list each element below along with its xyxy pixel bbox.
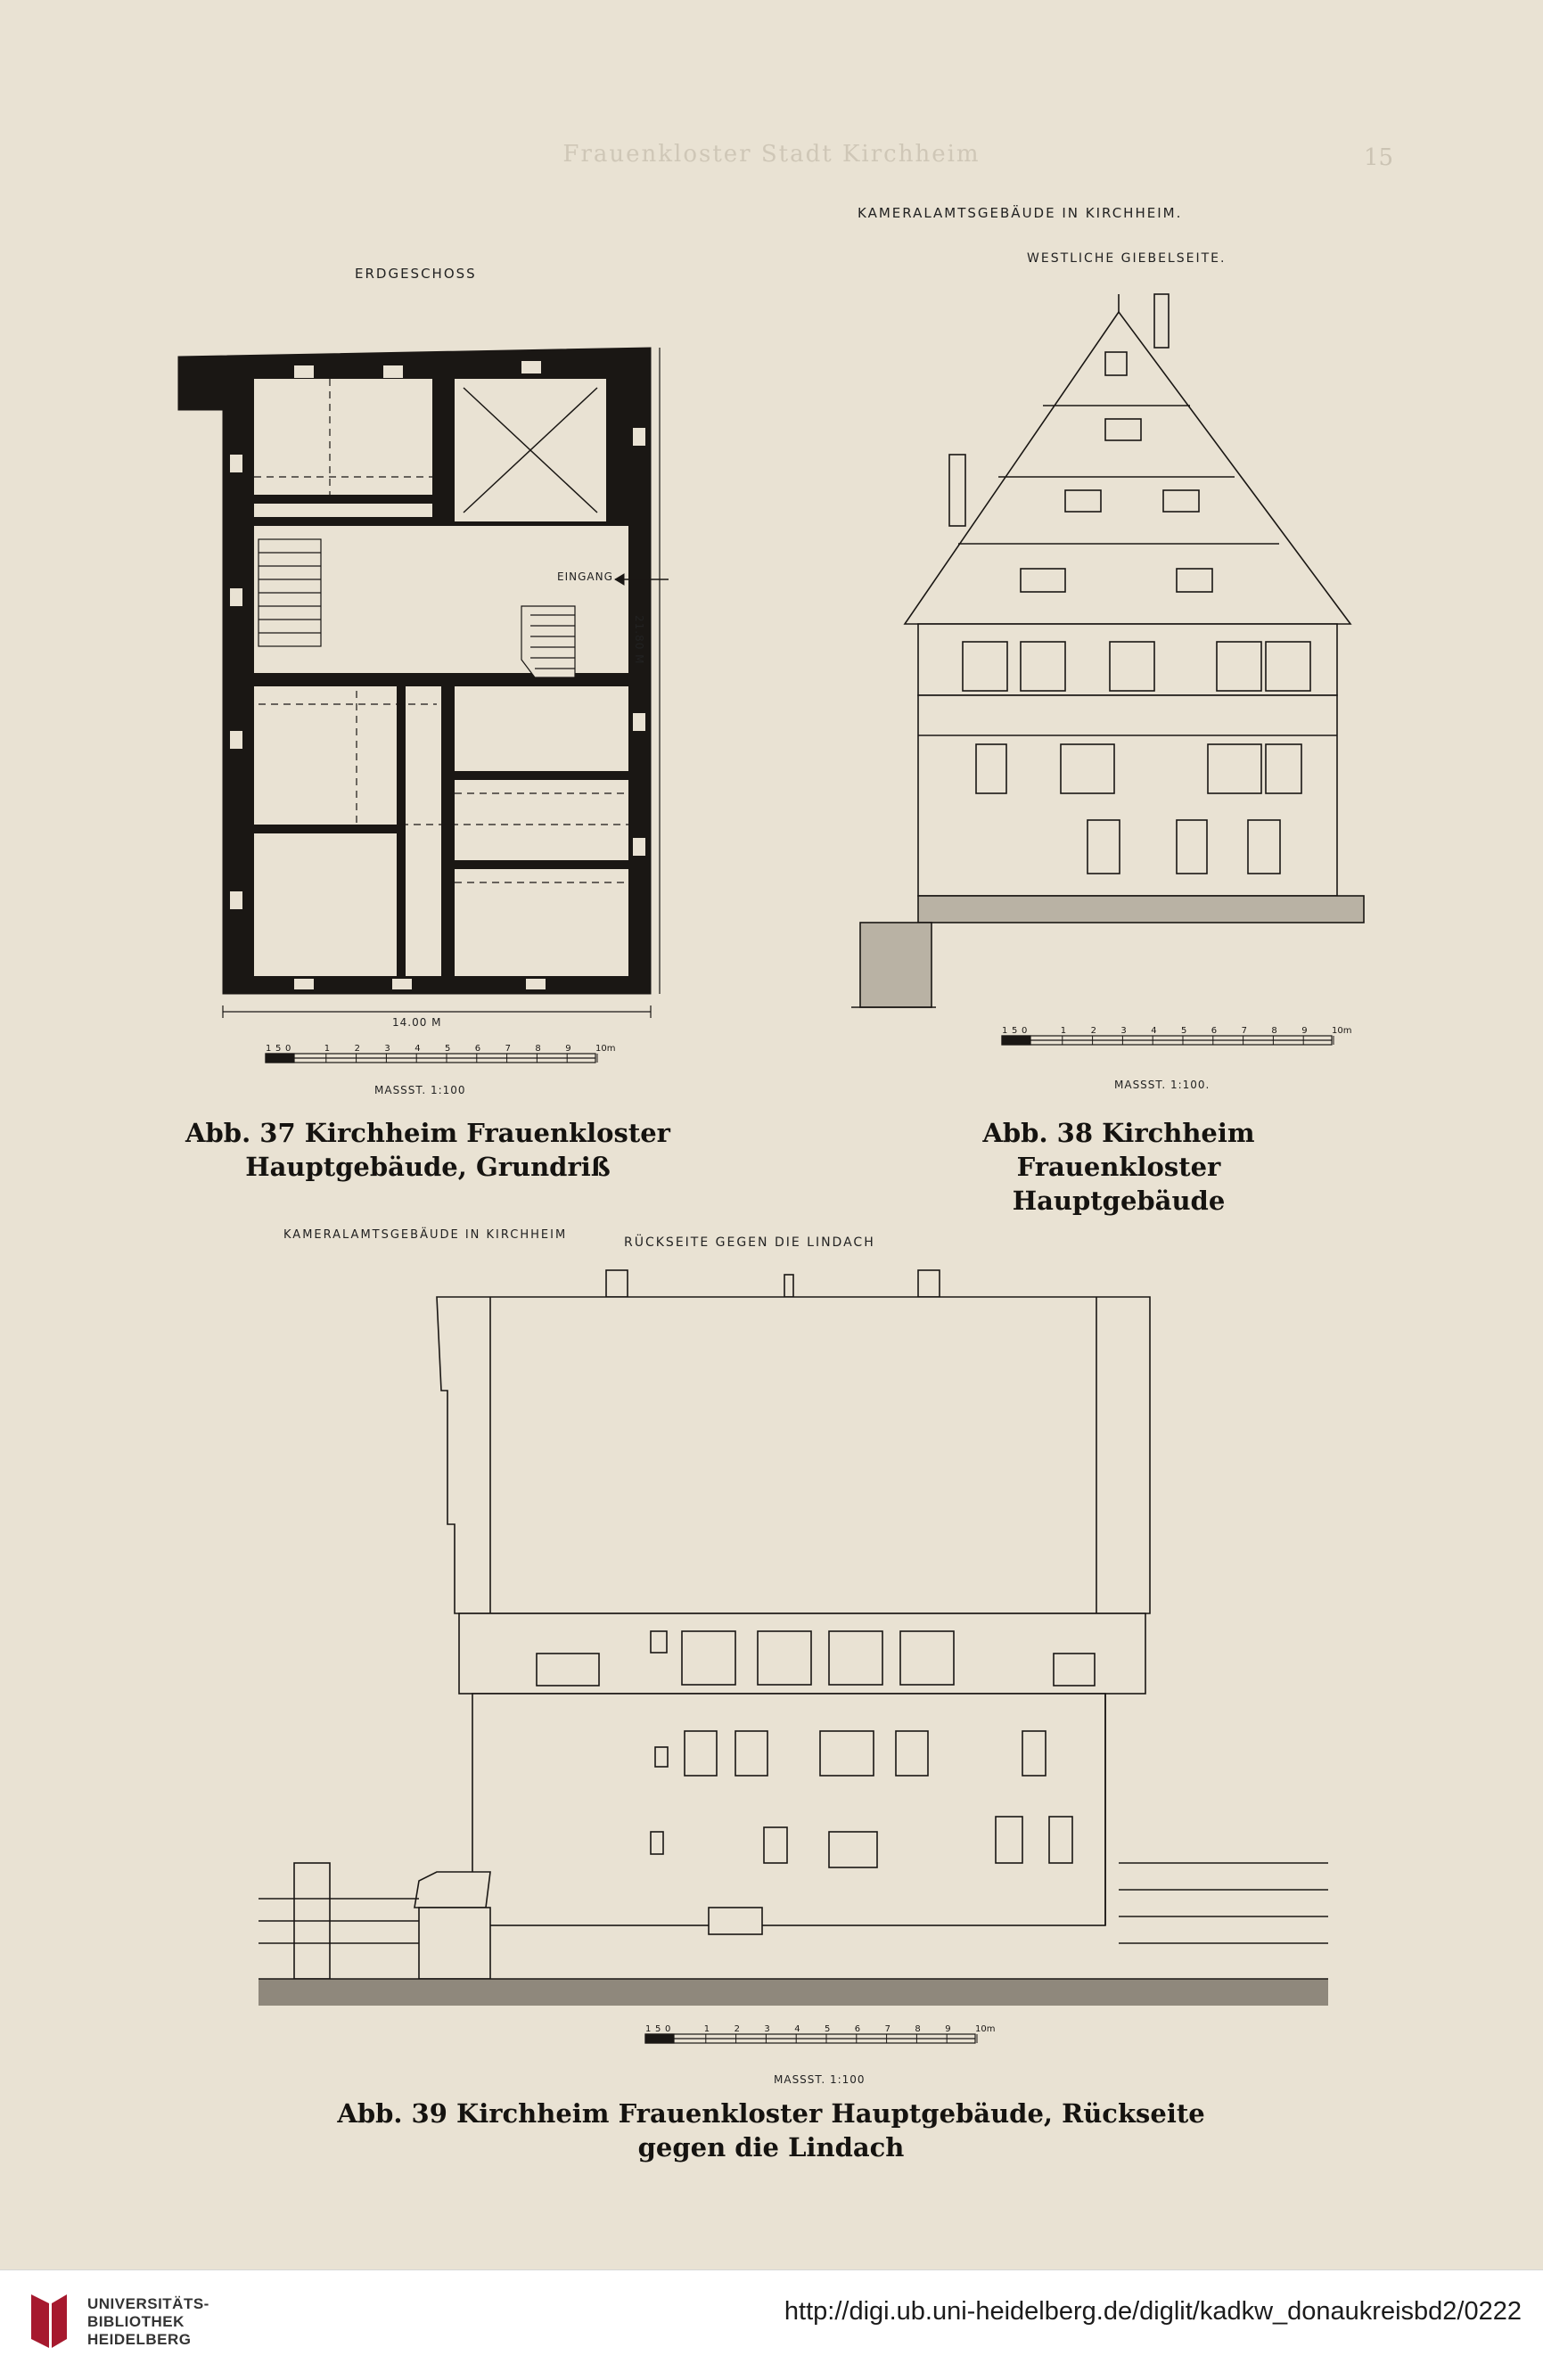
scale-tick-label: 9: [945, 2024, 951, 2034]
fig39-caption: Abb. 39 Kirchheim Frauenkloster Hauptgebäude, Rückseite gegen die Lindach: [337, 2098, 1205, 2163]
scale-tick-label: 8: [535, 1044, 541, 1054]
scale-tick-label: 8: [1271, 1026, 1277, 1036]
fig38-scale-note: MASSST. 1:100.: [1114, 1079, 1211, 1091]
scale-tick-label: 5: [655, 2024, 661, 2034]
scale-tick-label: 3: [384, 1044, 390, 1054]
fig37-caption-line1: Abb. 37 Kirchheim Frauenkloster: [185, 1118, 670, 1148]
scale-tick-label: 1: [703, 2024, 710, 2034]
scale-tick-label: 2: [354, 1044, 360, 1054]
scale-tick-label: 3: [764, 2024, 770, 2034]
scale-tick-label: 6: [854, 2024, 861, 2034]
scale-tick-label: 9: [1301, 1026, 1308, 1036]
fig37-drawing-title: ERDGESCHOSS: [355, 266, 477, 282]
fig37-scale-note: MASSST. 1:100: [374, 1084, 466, 1096]
university-library-logo-icon: [27, 2290, 71, 2354]
fig39-scale-bar: [644, 2022, 1000, 2048]
scale-tick-label: 1: [324, 1044, 331, 1054]
scale-tick-label: 10m: [975, 2024, 996, 2034]
scale-tick-label: 7: [1241, 1026, 1247, 1036]
fig37-caption: [178, 1116, 677, 1184]
running-head: Frauenkloster Stadt Kirchheim: [562, 141, 981, 168]
fig37-height-dimension: 21.80 M: [633, 615, 645, 665]
fig37-scale-bar: [264, 1041, 620, 1068]
fig37-width-dimension: 14.00 M: [392, 1016, 442, 1029]
fig38-drawing-subtitle: WESTLICHE GIEBELSEITE.: [1027, 251, 1227, 266]
scale-tick-label: 4: [414, 1044, 421, 1054]
library-footer: [0, 2269, 1543, 2380]
fig38-scale-bar: [1000, 1023, 1357, 1050]
scale-tick-label: 1: [1002, 1026, 1008, 1036]
scale-tick-label: 5: [445, 1044, 451, 1054]
scale-tick-label: 0: [1022, 1026, 1028, 1036]
fig38-caption-line1: Abb. 38 Kirchheim Frauenkloster: [982, 1118, 1255, 1182]
fig38-caption-line2: Hauptgebäude: [1012, 1186, 1226, 1216]
scale-tick-label: 1: [266, 1044, 272, 1054]
scale-tick-label: 3: [1120, 1026, 1127, 1036]
fig39-drawing-title: KAMERALAMTSGEBÄUDE IN KIRCHHEIM: [283, 1228, 568, 1242]
scale-tick-label: 1: [645, 2024, 652, 2034]
fig38-drawing-title: KAMERALAMTSGEBÄUDE IN KIRCHHEIM.: [858, 205, 1183, 221]
scale-tick-label: 8: [915, 2024, 921, 2034]
scale-tick-label: 10m: [595, 1044, 616, 1054]
library-name-line3: HEIDELBERG: [87, 2331, 192, 2348]
page-number: 15: [1364, 144, 1394, 171]
fig39-scale-note: MASSST. 1:100: [774, 2073, 866, 2086]
fig38-gable-elevation: [851, 285, 1377, 1043]
scale-tick-label: 5: [1181, 1026, 1187, 1036]
fig39-drawing-subtitle: RÜCKSEITE GEGEN DIE LINDACH: [624, 1235, 875, 1250]
scale-tick-label: 4: [794, 2024, 800, 2034]
fig37-entrance-label: EINGANG: [557, 570, 613, 583]
library-name-line1: UNIVERSITÄTS-: [87, 2295, 209, 2312]
scale-tick-label: 6: [1211, 1026, 1218, 1036]
fig39-rear-elevation: [259, 1257, 1355, 2023]
scale-tick-label: 6: [474, 1044, 481, 1054]
scale-tick-label: 7: [884, 2024, 891, 2034]
scale-tick-label: 10m: [1332, 1026, 1352, 1036]
scale-tick-label: 5: [825, 2024, 831, 2034]
library-name-line2: BIBLIOTHEK: [87, 2313, 185, 2330]
fig37-caption-line2: Hauptgebäude, Grundriß: [245, 1152, 611, 1182]
scale-tick-label: 7: [505, 1044, 511, 1054]
scale-tick-label: 2: [1090, 1026, 1096, 1036]
scale-tick-label: 5: [275, 1044, 282, 1054]
fig38-caption: [900, 1116, 1337, 1218]
scale-tick-label: 9: [565, 1044, 571, 1054]
scale-tick-label: 0: [285, 1044, 291, 1054]
scale-tick-label: 1: [1060, 1026, 1067, 1036]
fig37-floor-plan: [169, 339, 669, 1043]
source-url[interactable]: http://digi.ub.uni-heidelberg.de/diglit/kadkw_donaukreisbd2/0222: [784, 2297, 1522, 2326]
scale-tick-label: 2: [734, 2024, 740, 2034]
scale-tick-label: 4: [1151, 1026, 1157, 1036]
scale-tick-label: 0: [665, 2024, 671, 2034]
scale-tick-label: 5: [1012, 1026, 1018, 1036]
